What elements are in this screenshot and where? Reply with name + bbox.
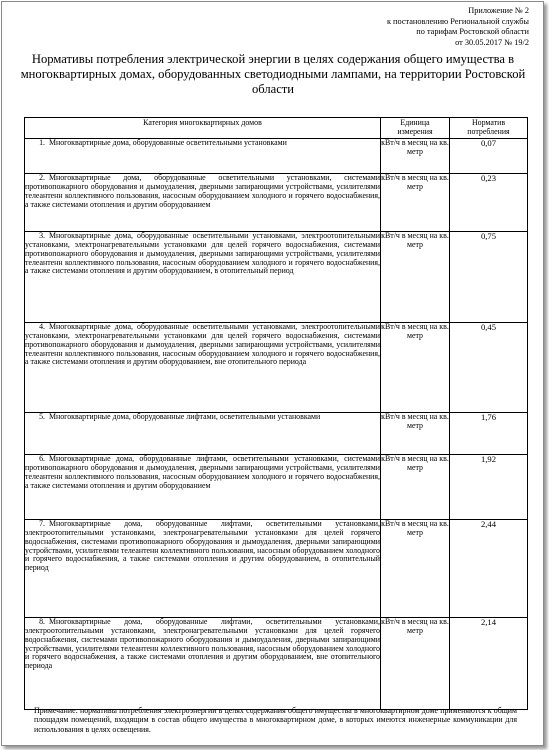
row-norm-value: 0,45: [450, 323, 528, 413]
row-category-text: Многоквартирные дома, оборудованные лифтами, осветительными установками: [49, 412, 321, 422]
table-row: [25, 413, 528, 455]
row-number: 8.: [39, 617, 45, 627]
row-number: 5.: [39, 412, 45, 422]
row-unit: кВт/ч в месяц на кв. метр: [381, 139, 450, 174]
row-unit: кВт/ч в месяц на кв. метр: [381, 174, 450, 232]
row-category-text: Многоквартирные дома, оборудованные лифтами, осветительными установками, электроотопительными установками, электронагревательными установками для целей горячего водоснабжения, системами противопожарного оборудования и дымоудаления, дверными запирающими устройствами, усилителями телеантенн коллективного пользования, насосным оборудованием холодного и горячего водоснабжения, а также системами отопления и другим оборудованием, вне отопительного периода: [25, 617, 380, 670]
row-category-text: Многоквартирные дома, оборудованные осветительными установками: [49, 138, 287, 148]
row-category: [25, 323, 381, 413]
row-number: 7.: [39, 519, 45, 529]
row-unit: кВт/ч в месяц на кв. метр: [381, 618, 450, 710]
table-row: [25, 174, 528, 232]
row-number: 4.: [39, 322, 45, 332]
row-category: [25, 139, 381, 174]
row-norm-value: 0,23: [450, 174, 528, 232]
table-row: [25, 520, 528, 618]
row-category: [25, 455, 381, 520]
row-norm-value: 1,76: [450, 413, 528, 455]
footnote: Примечание: нормативы потребления электроэнергии в целях содержания общего имущества в многоквартирном доме применяются к общим площадям помещений, входящим в состав общего имущества в многоквартирном доме, в которых имеются инженерные коммуникации для использования в целях освещения.: [34, 706, 517, 734]
row-category: [25, 174, 381, 232]
table-row: [25, 232, 528, 323]
row-category-text: Многоквартирные дома, оборудованные лифтами, осветительными установками, электроотопительными установками, электронагревательными установками для целей горячего водоснабжения, системами противопожарного оборудования и дымоудаления, дверными запирающими устройствами, усилителями телеантенн коллективного пользования, насосным оборудованием холодного и горячего водоснабжения, а также системами отопления и другим оборудованием, в отопительный период: [25, 519, 380, 572]
row-number: 1.: [39, 138, 45, 148]
row-norm-value: 2,44: [450, 520, 528, 618]
document-title: Нормативы потребления электрической энергии в целях содержания общего имущества в многоквартирных домах, оборудованных светодиодными лампами, на территории Ростовской области: [20, 52, 526, 97]
row-number: 3.: [39, 231, 45, 241]
table-row: [25, 455, 528, 520]
row-norm-value: 2,14: [450, 618, 528, 710]
row-unit: кВт/ч в месяц на кв. метр: [381, 455, 450, 520]
row-unit: кВт/ч в месяц на кв. метр: [381, 232, 450, 323]
row-norm-value: 1,92: [450, 455, 528, 520]
appendix-line-3: по тарифам Ростовской области: [416, 27, 529, 37]
row-norm-value: 0,07: [450, 139, 528, 174]
table-row: [25, 618, 528, 710]
row-category: [25, 413, 381, 455]
row-unit: кВт/ч в месяц на кв. метр: [381, 520, 450, 618]
appendix-line-1: Приложение № 2: [468, 6, 529, 15]
appendix-line-2: к постановлению Региональной службы: [386, 16, 529, 26]
row-category-text: Многоквартирные дома, оборудованные лифтами, осветительными установками, системами противопожарного оборудования и дымоудаления, дверными запирающими устройствами, усилителями телеантенн коллективного пользования, насосным оборудованием холодного и горячего водоснабжения, а также системами отопления и другим оборудованием: [25, 454, 380, 490]
row-category: [25, 618, 381, 710]
row-category-text: Многоквартирные дома, оборудованные осветительными установками, электроотопительными установками, электронагревательными установками для целей горячего водоснабжения, системами противопожарного оборудования и дымоудаления, дверными запирающими устройствами, усилителями телеантенн коллективного пользования, насосным оборудованием холодного и горячего водоснабжения, а также системами отопления и другим оборудованием, в отопительный период: [25, 231, 380, 276]
row-category-text: Многоквартирные дома, оборудованные осветительными установками, электроотопительными установками, электронагревательными установками для целей горячего водоснабжения, системами противопожарного оборудования и дымоудаления, дверными запирающими устройствами, усилителями телеантенн коллективного пользования, насосным оборудованием холодного и горячего водоснабжения, а также системами отопления и другим оборудованием, вне отопительного периода: [25, 322, 380, 367]
row-category: [25, 232, 381, 323]
row-number: 2.: [39, 173, 45, 183]
table-row: [25, 139, 528, 174]
header-category: Категория многоквартирных домов: [25, 118, 381, 139]
header-unit: Единица измерения: [381, 118, 450, 139]
row-unit: кВт/ч в месяц на кв. метр: [381, 323, 450, 413]
row-number: 6.: [39, 454, 45, 464]
document-page: [1, 1, 544, 746]
appendix-header: [387, 6, 529, 48]
row-unit: кВт/ч в месяц на кв. метр: [381, 413, 450, 455]
row-category: [25, 520, 381, 618]
row-norm-value: 0,75: [450, 232, 528, 323]
norms-table: [24, 117, 528, 710]
table-row: [25, 323, 528, 413]
row-category-text: Многоквартирные дома, оборудованные осветительными установками, системами противопожарного оборудования и дымоудаления, дверными запирающими устройствами, усилителями телеантенн коллективного пользования, насосным оборудованием холодного и горячего водоснабжения, а также системами отопления и другим оборудованием: [25, 173, 380, 209]
header-norm: Норматив потребления: [450, 118, 528, 139]
appendix-line-4: от 30.05.2017 № 19/2: [455, 37, 529, 47]
table-header-row: [25, 118, 528, 139]
